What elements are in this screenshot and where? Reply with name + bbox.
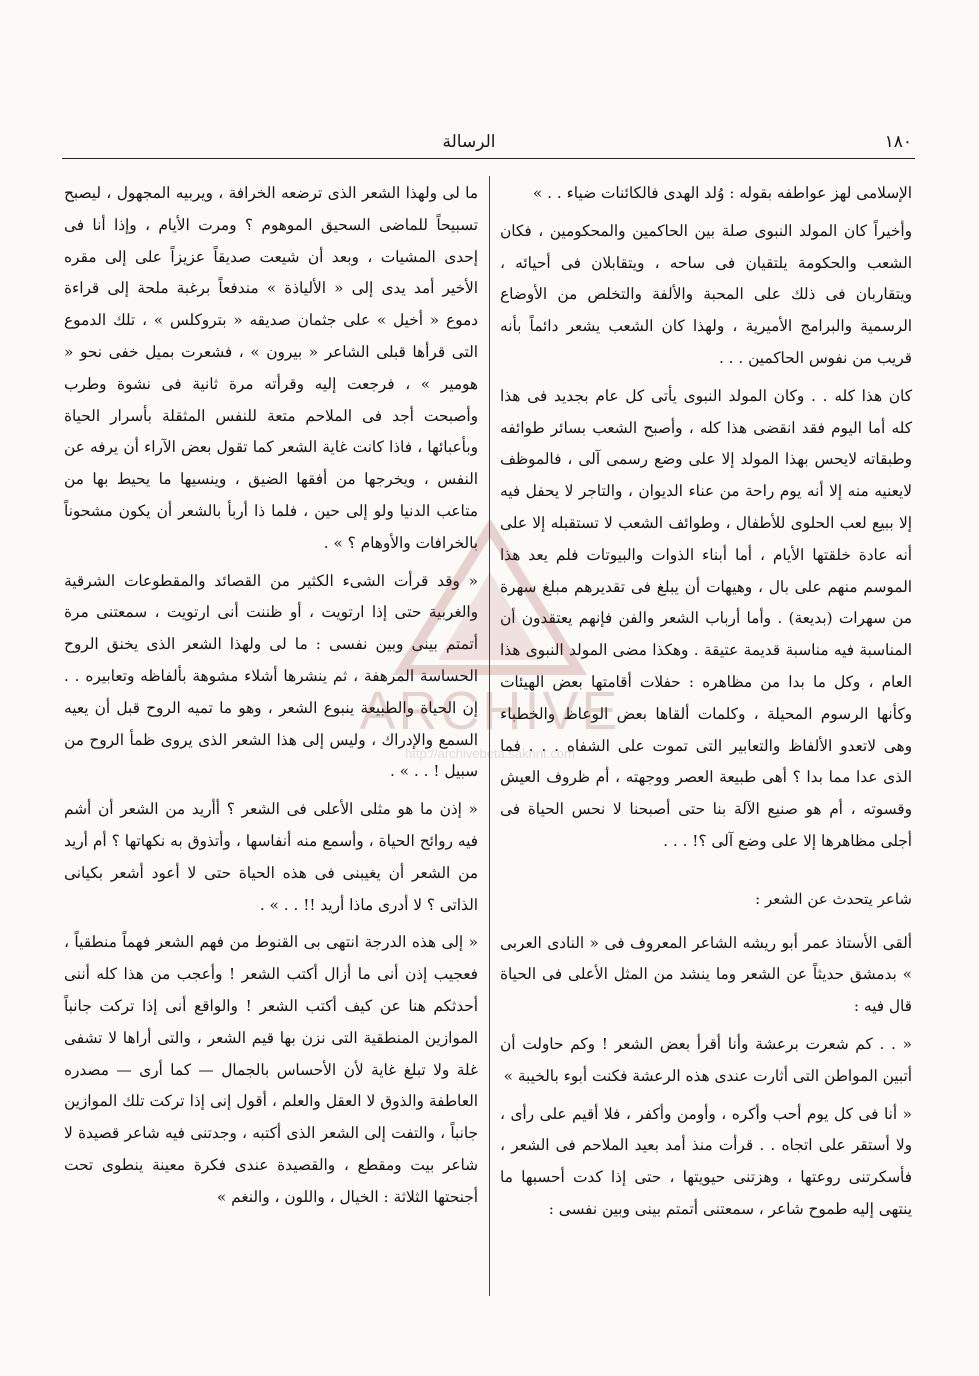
right-column — [500, 178, 912, 1232]
paragraph: ما لى ولهذا الشعر الذى ترضعه الخرافة ، ويربيه المجهول ، ليصبح تسبيحاً للماضى السحيق الموهوم ؟ ومرت الأيام ، وإذا أنا فى إحدى المشيات ، وبعد أن شيعت صديقاً عزيزاً على إلى مقره الأخير أمد يدى إلى « الألياذة » مندفعاً برغبة ملحة إلى قراءة دموع « أخيل » على جثمان صديقه « بتروكلس » ، تلك الدموع التى قرأها قبلى الشاعر « بيرون » ، فشعرت بميل خفى نحو « هومير » ، فرجعت إليه وقرأته مرة ثانية فى نشوة وطرب وأصبحت أجد فى الملاحم متعة للنفس المثقلة بأسرار الحياة وبأعبائها ، فاذا كانت غاية الشعر كما تقول بعض الآراء أن يرفه عن النفس ، ويخرجها من أفقها الضيق ، وينسيها ما يحيط بها من متاعب الدنيا ولو إلى حين ، فلما ذا أربأ بالشعر أن يكون مشحوناً بالخرافات والأوهام ؟ » . — [64, 184, 478, 552]
left-column — [64, 178, 478, 1220]
paragraph: « . . كم شعرت برعشة وأنا أقرأ بعض الشعر ! وكم حاولت أن أتبين المواطن التى أثارت عندى هذه الرعشة فكنت أبوء بالخيبة » — [500, 1034, 912, 1085]
paragraph: وأخيراً كان المولد النبوى صلة بين الحاكمين والمحكومين ، فكان الشعب والحكومة يلتقيان فى ساحه ، ويتقابلان فى أحيائه ، ويتقاربان فى ذلك على المحبة والألفة والتخلص من الأوضاع الرسمية والبرامج الأميرية ، ولهذا كان الشعب يشعر دائماً بأنه قريب من نفوس الحاكمين . . . — [500, 221, 912, 367]
running-title: الرسالة — [442, 132, 496, 152]
paragraph: « وقد قرأت الشىء الكثير من القصائد والمقطوعات الشرقية والغربية حتى إذا ارتويت ، أو ظننت أنى ارتويت ، سمعتنى مرة أتمتم بينى وبين نفسى : ما لى ولهذا الشعر الذى يخنق الروح الحساسة المرهفة ، ثم ينشرها أشلاء مشوهة بألفاظه وتعابيره . . إن الحياة والطبيعة ينبوع الشعر ، وهو ما تميه الروح قبل أن يعيه السمع والإدراك ، وليس إلى هذا الشعر الذى يروى ظمأ الروح من سبيل ! . . » . — [64, 571, 478, 781]
header-rule — [62, 158, 915, 159]
paragraph: ألقى الأستاذ عمر أبو ريشه الشاعر المعروف فى « النادى العربى » بدمشق حديثاً عن الشعر وما ينشد من المثل الأعلى فى الحياة قال فيه : — [500, 933, 912, 1016]
paragraph: الإسلامى لهز عواطفه بقوله : وُلد الهدى فالكائنات ضياء . . » — [532, 184, 912, 202]
paragraph: كان هذا كله . . وكان المولد النبوى يأتى كل عام بجديد فى هذا كله أما اليوم فقد انقضى هذا كله ، وأصبح الشعب بسائر طوائفه وطبقاته لايحس بهذا المولد إلا على وضع رسمى آلى ، فالموظف لايعنيه منه إلا أنه يوم راحة من عناء الديوان ، والتاجر لا يحفل فيه إلا ببيع لعب الحلوى للأطفال ، وطوائف الشعب لا تستقبله إلا على أنه عادة خلقتها الأيام ، أما أبناء الذوات والبيوتات فلم يعد هذا الموسم منهم على بال ، وهيهات أن يبلغ فى تقديرهم مبلغ سهرة من سهرات (بديعة) . وأما أرباب الشعر والفن فإنهم يعتقدون أن المناسبة فيه مناسبة قديمة عتيقة . وهكذا مضى المولد النبوى هذا العام ، وكل ما بدا من مظاهره : حفلات أقامتها بعض الهيئات وكأنها الرسوم المحيلة ، وكلمات ألقاها بعض الوعاظ والخطباء وهى لاتعدو الألفاظ والتعابير التى تموت على الشفاه . . . فما الذى عدا مما بدا ؟ أهى طبيعة العصر ووجهته ، أم ظروف العيش وقسوته ، أم هو صنيع الآلة بنا حتى أصبحنا لا نحس الحياة فى أجلى مظاهرها إلا على وضع آلى ؟! . . . — [500, 386, 912, 850]
section-subheading: شاعر يتحدث عن الشعر : — [755, 889, 912, 908]
column-divider — [489, 176, 490, 1296]
watermark-text: ARCHIVE — [359, 681, 621, 741]
paragraph: « أنا فى كل يوم أحب وأكره ، وأومن وأكفر ، فلا أقيم على رأى ، ولا أستقر على اتجاه . . قرأت منذ أمد بعيد الملاحم فى الشعر ، فأسكرتنى روعتها ، وهزتنى حيويتها ، حتى إذا كدت أحسبها ما ينتهى إليه طموح شاعر ، سمعتنى أتمتم بينى وبين نفسى : — [500, 1104, 912, 1218]
page-number: ١٨٠ — [884, 132, 912, 152]
paragraph: « إلى هذه الدرجة انتهى بى القنوط من فهم الشعر فهماً منطقياً ، فعجيب إذن أنى ما أزال أكتب الشعر ! وأعجب من هذا كله أننى أحدثكم هنا عن كيف أكتب الشعر ! والواقع أنى إذا تركت جانباً الموازين المنطقية التى نزن بها قيم الشعر ، والتى أراها لا تشفى غلة ولا تبلغ غاية لأن الأحساس بالجمال — كما أرى — مصدره العاطفة والذوق لا العقل والعلم ، أقول إنى إذا تركت تلك الموازين جانباً ، والتفت إلى الشعر الذى أكتبه ، وجدتنى فيه شاعر قصيدة لا شاعر بيت ومقطع ، والقصيدة عندى فكرة معينة ينطوى تحت أجنحتها الثلاثة : الخيال ، واللون ، والنغم » — [64, 933, 478, 1206]
watermark-url: http://archivebeta.sakhrit.com — [405, 746, 575, 761]
paragraph: « إذن ما هو مثلى الأعلى فى الشعر ؟ أأريد من الشعر أن أشم فيه روائح الحياة ، وأسمع منه أنفاسها ، وأتذوق به نكهاتها ؟ أم أريد من الشعر أن يغيبنى فى هذه الحياة حتى لا أعود أشعر بكيانى الذاتى ؟ لا أدرى ماذا أريد !! . . » . — [64, 800, 478, 914]
